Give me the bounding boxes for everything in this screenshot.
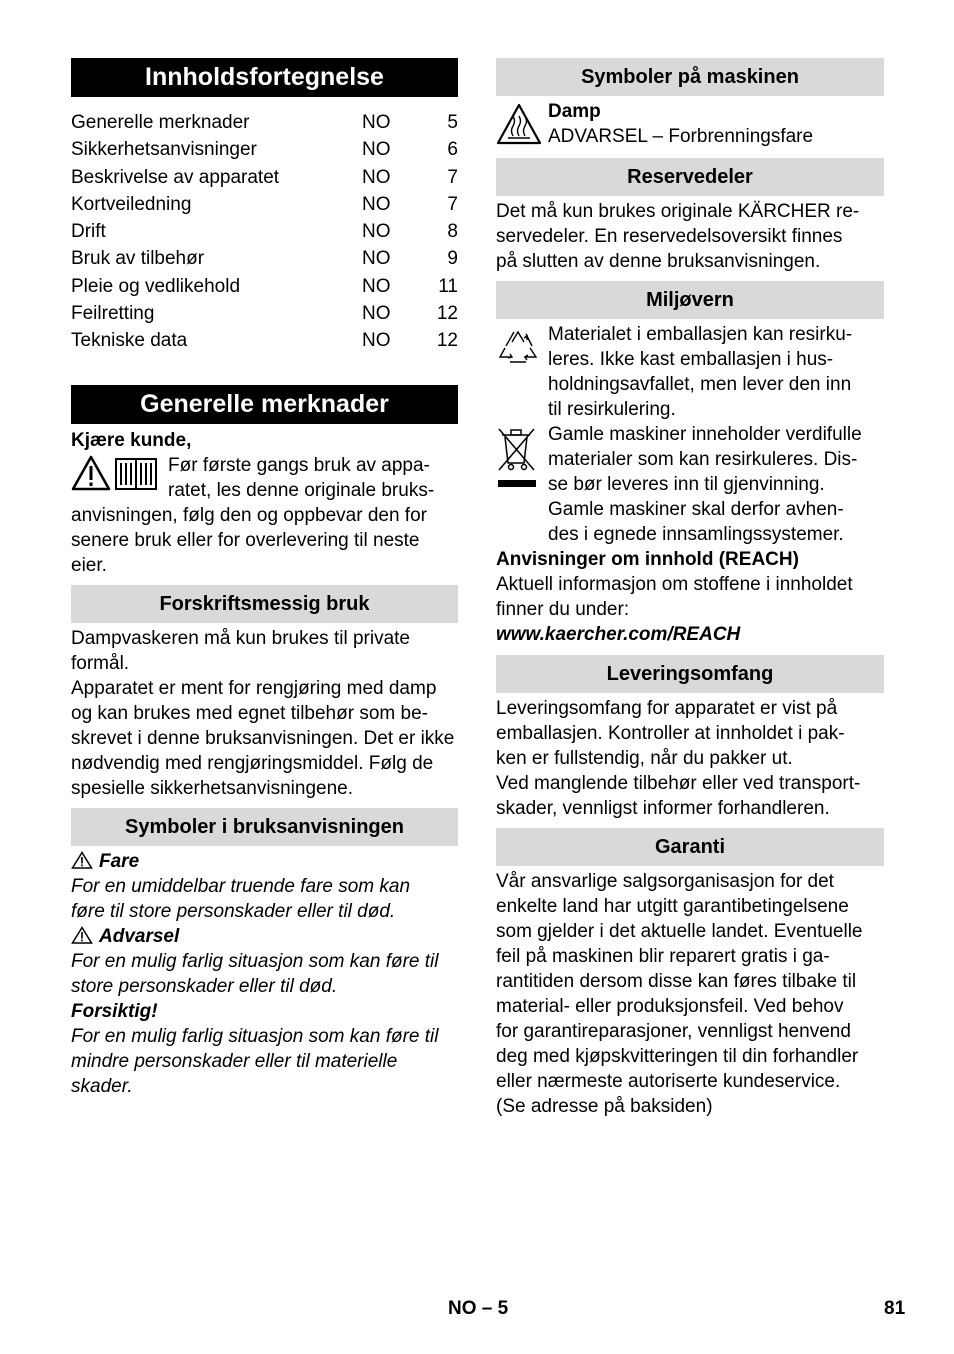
crossed-bin-icon — [496, 422, 548, 495]
text-line: For en umiddelbar truende fare som kan — [71, 875, 411, 897]
warning-triangle-icon — [71, 455, 159, 491]
toc-title: Drift — [71, 221, 106, 243]
text-line: se bør leveres inn til gjenvinning. — [548, 474, 825, 495]
text-line: som gjelder i det aktuelle landet. Eventuelle — [496, 921, 863, 942]
text-line: skader, vennligst informer forhandleren. — [496, 798, 830, 819]
text-line: des i egnede innsamlingssystemer. — [548, 524, 844, 545]
toc-page: 9 — [447, 248, 458, 270]
toc-row[interactable] — [71, 136, 458, 163]
recycle-block — [496, 322, 884, 422]
text-line: skrevet i denne bruksanvisningen. Det er ikke — [71, 727, 455, 749]
intro-line: eier. — [71, 554, 107, 576]
text-line: servedeler. En reservedelsoversikt finnes — [496, 226, 843, 247]
text-line: enkelte land har utgitt garantibetingelsene — [496, 896, 849, 917]
weee-block — [496, 422, 884, 547]
spare-parts-text — [496, 199, 884, 274]
text-line: store personskader eller til død. — [71, 975, 338, 997]
reach-heading: Anvisninger om innhold (REACH) — [496, 549, 799, 570]
toc-page: 12 — [436, 303, 458, 325]
text-line: føre til store personskader eller til død. — [71, 900, 396, 922]
intro-line: senere bruk eller for overlevering til neste — [71, 529, 420, 551]
text-line: nødvendig med rengjøringsmiddel. Følg de — [71, 752, 434, 774]
toc-title: Sikkerhetsanvisninger — [71, 139, 257, 161]
toc-row[interactable] — [71, 327, 458, 354]
text-line: For en mulig farlig situasjon som kan føre til — [71, 1025, 439, 1047]
toc-heading: Innholdsfortegnelse — [71, 58, 458, 97]
text-line: Gamle maskiner skal derfor avhen- — [548, 499, 844, 520]
text-line: på slutten av denne bruksanvisningen. — [496, 251, 821, 272]
environment-heading: Miljøvern — [496, 281, 884, 319]
toc-row[interactable] — [71, 191, 458, 218]
recycle-text — [548, 322, 852, 422]
text-line: finner du under: — [496, 599, 630, 620]
toc-page: 11 — [438, 275, 458, 297]
text-line: emballasjen. Kontroller at innholdet i pak- — [496, 723, 845, 744]
left-column — [71, 58, 458, 1099]
symbols-manual-heading: Symboler i bruksanvisningen — [71, 808, 458, 846]
greeting: Kjære kunde, — [71, 429, 192, 451]
toc-title: Beskrivelse av apparatet — [71, 166, 280, 188]
toc-row[interactable] — [71, 109, 458, 136]
intended-use-text — [71, 626, 458, 801]
intended-use-heading: Forskriftsmessig bruk — [71, 585, 458, 623]
toc-lang: NO — [362, 112, 391, 133]
text-line: materialer som kan resirkuleres. Dis- — [548, 449, 858, 470]
toc-lang: NO — [362, 330, 391, 352]
text-line: Materialet i emballasjen kan resirku- — [548, 324, 853, 345]
toc-lang: NO — [362, 221, 391, 243]
right-column — [496, 58, 884, 1119]
text-line: Ved manglende tilbehør eller ved transport- — [496, 773, 861, 794]
toc-page: 12 — [436, 330, 458, 352]
text-line: leres. Ikke kast emballasjen i hus- — [548, 349, 834, 370]
toc-row[interactable] — [71, 218, 458, 245]
warranty-text — [496, 869, 884, 1119]
intro-top — [168, 453, 434, 503]
text-line: deg med kjøpskvitteringen til din forhandler — [496, 1046, 859, 1067]
toc-title: Kortveiledning — [71, 193, 192, 215]
text-line: feil på maskinen blir reparert gratis i ga- — [496, 946, 830, 967]
text-line: Vår ansvarlige salgsorganisasjon for det — [496, 871, 834, 892]
spare-parts-heading: Reservedeler — [496, 158, 884, 196]
text-line: eller nærmeste autoriserte kundeservice. — [496, 1071, 841, 1092]
toc-page: 7 — [447, 166, 458, 188]
text-line: Dampvaskeren må kun brukes til private — [71, 627, 410, 649]
intro-line: ratet, les denne originale bruks- — [168, 479, 435, 501]
text-line: material- eller produksjonsfeil. Ved behov — [496, 996, 844, 1017]
toc-lang: NO — [362, 248, 391, 270]
warning-label-row — [71, 924, 458, 949]
steam-text: ADVARSEL – Forbrenningsfare — [548, 126, 814, 147]
toc-row[interactable] — [71, 273, 458, 300]
danger-label: Fare — [99, 850, 140, 872]
toc-row[interactable] — [71, 300, 458, 327]
toc-list — [71, 109, 458, 355]
scope-text — [496, 696, 884, 821]
text-line: For en mulig farlig situasjon som kan føre til — [71, 950, 439, 972]
warning-triangle-icon — [71, 851, 93, 869]
symbols-manual-text — [71, 849, 458, 1099]
toc-title: Generelle merknader — [71, 112, 250, 133]
scope-heading: Leveringsomfang — [496, 655, 884, 693]
text-line: holdningsavfallet, men lever den inn — [548, 374, 852, 395]
text-line: for garantireparasjoner, vennligst henvend — [496, 1021, 851, 1042]
page-number: 81 — [884, 1298, 906, 1319]
text-line: Aktuell informasjon om stoffene i innholdet — [496, 574, 853, 595]
text-line: Apparatet er ment for rengjøring med damp — [71, 677, 437, 699]
text-line: Det må kun brukes originale KÄRCHER re- — [496, 201, 860, 222]
text-line: og kan brukes med egnet tilbehør som be- — [71, 702, 428, 724]
weee-text — [548, 422, 862, 547]
notice-icons — [71, 453, 168, 496]
reach-link[interactable]: www.kaercher.com/REACH — [496, 624, 741, 645]
toc-lang: NO — [362, 139, 391, 161]
intro-line: Før første gangs bruk av appa- — [168, 454, 430, 476]
text-line: (Se adresse på baksiden) — [496, 1096, 713, 1117]
reach-link-row — [496, 622, 884, 647]
steam-label: Damp — [548, 101, 601, 122]
toc-page: 6 — [447, 139, 458, 161]
hot-steam-warning-icon — [496, 99, 548, 150]
steam-symbol-block — [496, 99, 884, 150]
text-line: Leveringsomfang for apparatet er vist på — [496, 698, 838, 719]
toc-lang: NO — [362, 303, 391, 325]
toc-page: 7 — [447, 193, 458, 215]
recycle-icon — [496, 322, 548, 373]
text-line: skader. — [71, 1075, 133, 1097]
warning-triangle-icon — [71, 926, 93, 944]
toc-lang: NO — [362, 166, 391, 188]
steam-text-block — [548, 99, 813, 149]
section-page-number: NO – 5 — [448, 1298, 509, 1319]
manual-book-icon — [116, 459, 156, 489]
toc-title: Tekniske data — [71, 330, 188, 352]
warning-label: Advarsel — [99, 925, 180, 947]
toc-row[interactable] — [71, 164, 458, 191]
toc-row[interactable] — [71, 245, 458, 272]
toc-title: Pleie og vedlikehold — [71, 275, 241, 297]
text-line: formål. — [71, 652, 130, 674]
intro-line: anvisningen, følg den og oppbevar den for — [71, 504, 427, 526]
caution-label: Forsiktig! — [71, 1000, 158, 1022]
toc-lang: NO — [362, 193, 391, 215]
text-line: mindre personskader eller til materielle — [71, 1050, 398, 1072]
toc-page: 8 — [447, 221, 458, 243]
text-line: rantitiden dersom disse kan føres tilbake til — [496, 971, 857, 992]
text-line: til resirkulering. — [548, 399, 676, 420]
toc-title: Bruk av tilbehør — [71, 248, 205, 270]
warranty-heading: Garanti — [496, 828, 884, 866]
danger-label-row — [71, 849, 458, 874]
general-heading: Generelle merknader — [71, 385, 458, 424]
toc-title: Feilretting — [71, 303, 155, 325]
toc-page: 5 — [447, 112, 458, 133]
text-line: spesielle sikkerhetsanvisningene. — [71, 777, 353, 799]
toc-lang: NO — [362, 275, 391, 297]
text-line: ken er fullstendig, når du pakker ut. — [496, 748, 793, 769]
intro-block — [71, 453, 458, 503]
symbols-machine-heading: Symboler på maskinen — [496, 58, 884, 96]
text-line: Gamle maskiner inneholder verdifulle — [548, 424, 862, 445]
